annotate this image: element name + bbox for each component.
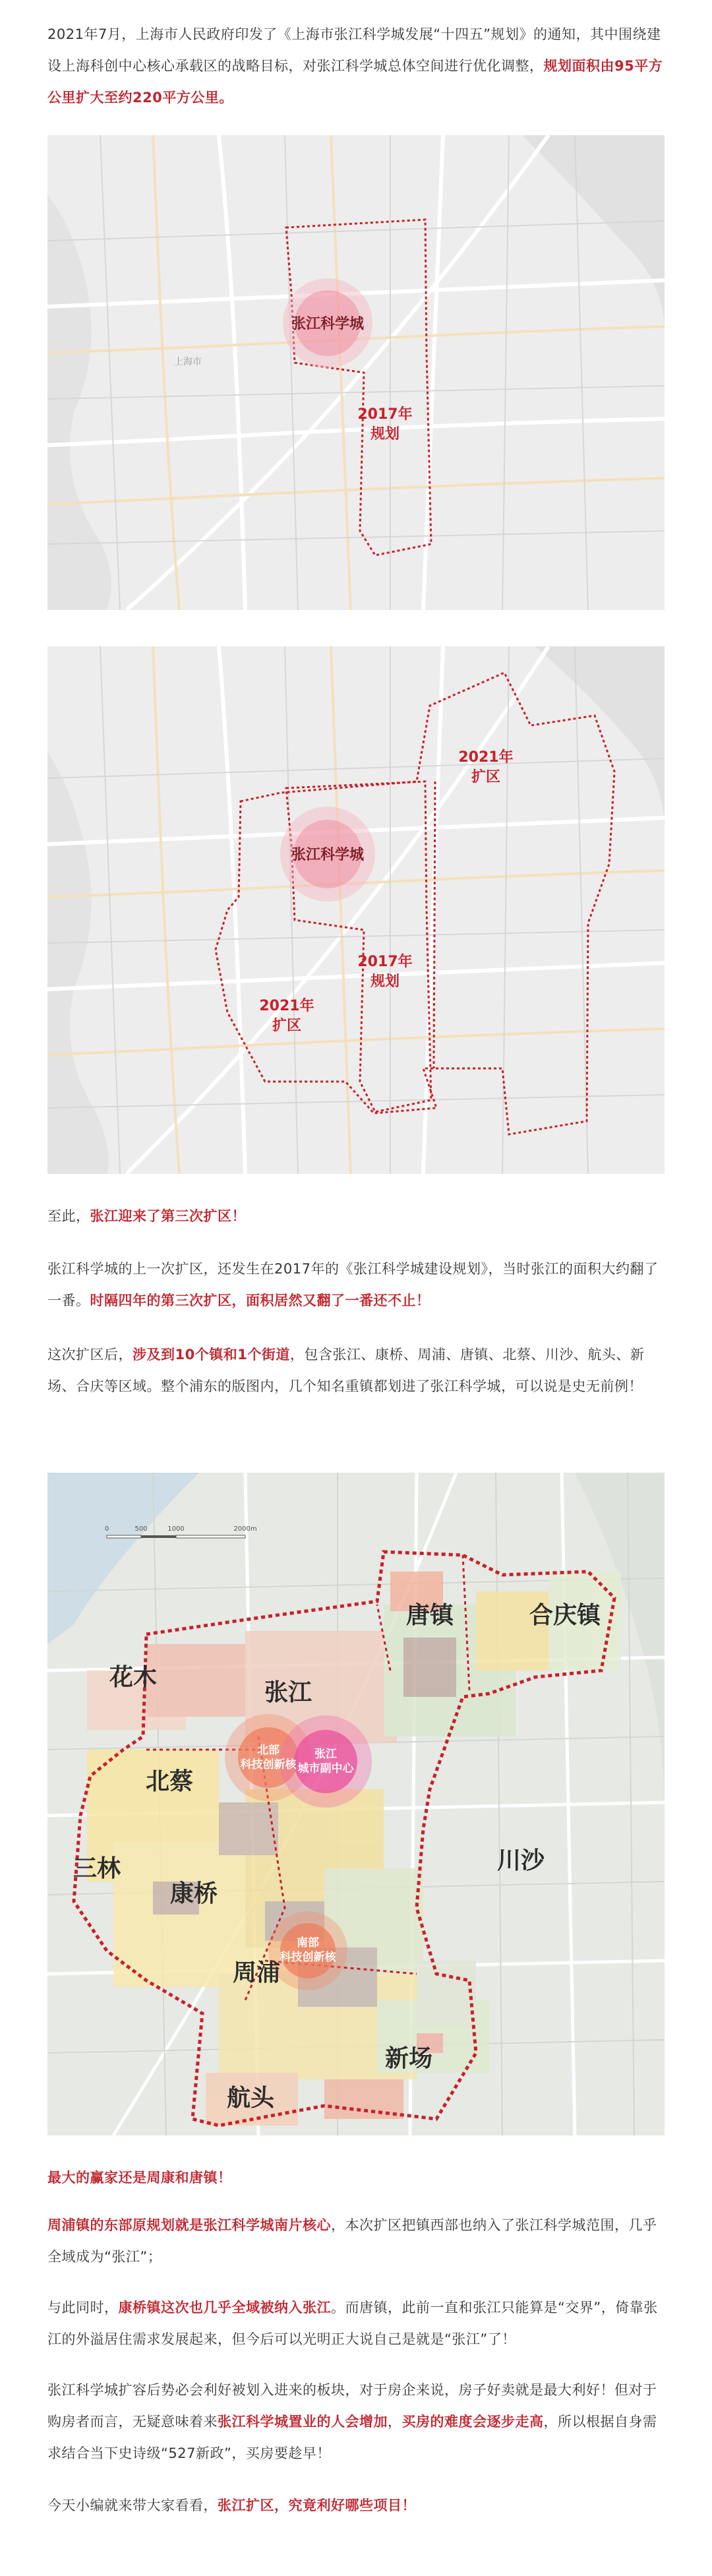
map-2021-expansion-svg xyxy=(47,646,665,1174)
kangqiao-text-rest: 。而唐镇，此前一直和张江只能算是“交界”，倚靠张江的外溢居住需求发展起来，但今后可以光明正大说自己是就是“张江”了！ xyxy=(47,2300,658,2347)
center-label: 张江科学城 xyxy=(291,316,365,332)
outro-paragraph xyxy=(47,2490,665,2521)
city-label: 上海市 xyxy=(174,356,202,367)
south-node-line1: 南部 xyxy=(297,1936,319,1949)
buying-text: 张江科学城扩容后势必会利好被划入进来的板块，对于房企来说，房子好卖就是最大利好！但对于购房者而言，无疑意味着来 xyxy=(47,2382,657,2430)
kangqiao-paragraph xyxy=(47,2292,665,2355)
town-hangtou: 航头 xyxy=(226,2085,275,2112)
map-towns-svg xyxy=(47,1473,665,2135)
scope-paragraph xyxy=(47,1339,665,1402)
plan-2017-label-line2: 规划 xyxy=(370,973,400,990)
kangqiao-highlight: 康桥镇这次也几乎全域被纳入张江 xyxy=(118,2300,331,2315)
town-beicai: 北蔡 xyxy=(145,1768,194,1795)
town-kangqiao: 康桥 xyxy=(169,1880,218,1907)
center-node-line2: 城市副中心 xyxy=(297,1762,354,1775)
west-expansion-label-line2: 扩区 xyxy=(272,1018,302,1034)
south-node-line2: 科技创新核 xyxy=(280,1951,336,1964)
kangqiao-text: 与此同时， xyxy=(47,2300,119,2315)
scope-highlight: 涉及到10个镇和1个街道 xyxy=(133,1347,290,1363)
buying-comma: ， xyxy=(388,2414,402,2430)
intro-paragraph xyxy=(47,18,665,113)
scope-text-rest: ，包含张江、康桥、周浦、唐镇、北蔡、川沙、航头、新场、合庆等区域。整个浦东的版图内，几个知名重镇都划进了张江科学城，可以说是史无前例！ xyxy=(47,1347,645,1394)
map-towns xyxy=(47,1473,665,2135)
north-expansion-label-line1: 2021年 xyxy=(458,749,514,766)
buying-paragraph xyxy=(47,2374,665,2469)
buying-highlight-1: 张江科学城置业的人会增加 xyxy=(218,2414,388,2430)
scale-label-0: 0 xyxy=(104,1525,109,1533)
third-expansion-paragraph xyxy=(47,1200,665,1232)
last-expansion-text: 张江科学城的上一次扩区，还发生在2017年的《张江科学城建设规划》，当时张江的面积大约翻了一番。 xyxy=(47,1261,659,1308)
buying-text-rest: ，所以根据自身需求结合当下史诗级“527新政”，买房要趁早！ xyxy=(47,2414,657,2461)
zhoupu-text: ，本次扩区把镇西部也纳入了张江科学城范围，几乎全域成为“张江”； xyxy=(47,2217,657,2265)
north-expansion-label-line2: 扩区 xyxy=(471,769,501,785)
town-xinchang: 新场 xyxy=(384,2045,433,2072)
buying-highlight-2: 买房的难度会逐步走高 xyxy=(401,2414,544,2430)
region-label-line1: 2017年 xyxy=(357,406,413,423)
winner-heading: 最大的赢家还是周康和唐镇！ xyxy=(47,2170,232,2186)
map-2017-plan xyxy=(47,135,665,610)
north-node-line1: 北部 xyxy=(257,1744,280,1757)
scale-label-1: 500 xyxy=(134,1525,148,1533)
center-label: 张江科学城 xyxy=(291,847,365,863)
last-expansion-highlight: 时隔四年的第三次扩区，面积居然又翻了一番还不止！ xyxy=(90,1293,430,1308)
scale-label-3: 2000m xyxy=(233,1525,257,1533)
map-2021-expansion xyxy=(47,646,665,1174)
plan-2017-label-line1: 2017年 xyxy=(357,954,413,970)
map-2017-plan-svg xyxy=(47,135,665,610)
third-expansion-text: 至此， xyxy=(47,1208,90,1224)
outro-highlight: 张江扩区，究竟利好哪些项目！ xyxy=(218,2498,416,2513)
zhoupu-highlight: 周浦镇的东部原规划就是张江科学城南片核心 xyxy=(47,2217,331,2233)
scope-text: 这次扩区后， xyxy=(47,1347,133,1363)
town-zhoupu: 周浦 xyxy=(232,1959,281,1986)
outro-text: 今天小编就来带大家看看， xyxy=(47,2498,218,2513)
intro-text: 2021年7月，上海市人民政府印发了《上海市张江科学城发展“十四五”规划》的通知，其中围绕建设上海科创中心核心承载区的战略目标，对张江科学城总体空间进行优化调整， xyxy=(47,26,661,74)
town-huamu: 花木 xyxy=(109,1664,158,1691)
region-label-line2: 规划 xyxy=(370,426,400,443)
third-expansion-highlight: 张江迎来了第三次扩区！ xyxy=(90,1208,246,1224)
town-zhangjiang: 张江 xyxy=(264,1679,312,1706)
town-heqing: 合庆镇 xyxy=(529,1602,601,1629)
town-chuansha: 川沙 xyxy=(496,1847,545,1874)
town-sanlin: 三林 xyxy=(73,1855,121,1882)
town-tangzhen: 唐镇 xyxy=(405,1602,454,1629)
west-expansion-label-line1: 2021年 xyxy=(259,998,314,1014)
scale-label-2: 1000 xyxy=(167,1525,185,1533)
zhoupu-paragraph xyxy=(47,2209,665,2273)
last-expansion-paragraph xyxy=(47,1253,665,1316)
intro-highlight: 规划面积由95平方公里扩大至约220平方公里。 xyxy=(47,58,663,106)
center-node-line1: 张江 xyxy=(314,1748,337,1761)
north-node-line2: 科技创新核 xyxy=(240,1758,297,1771)
